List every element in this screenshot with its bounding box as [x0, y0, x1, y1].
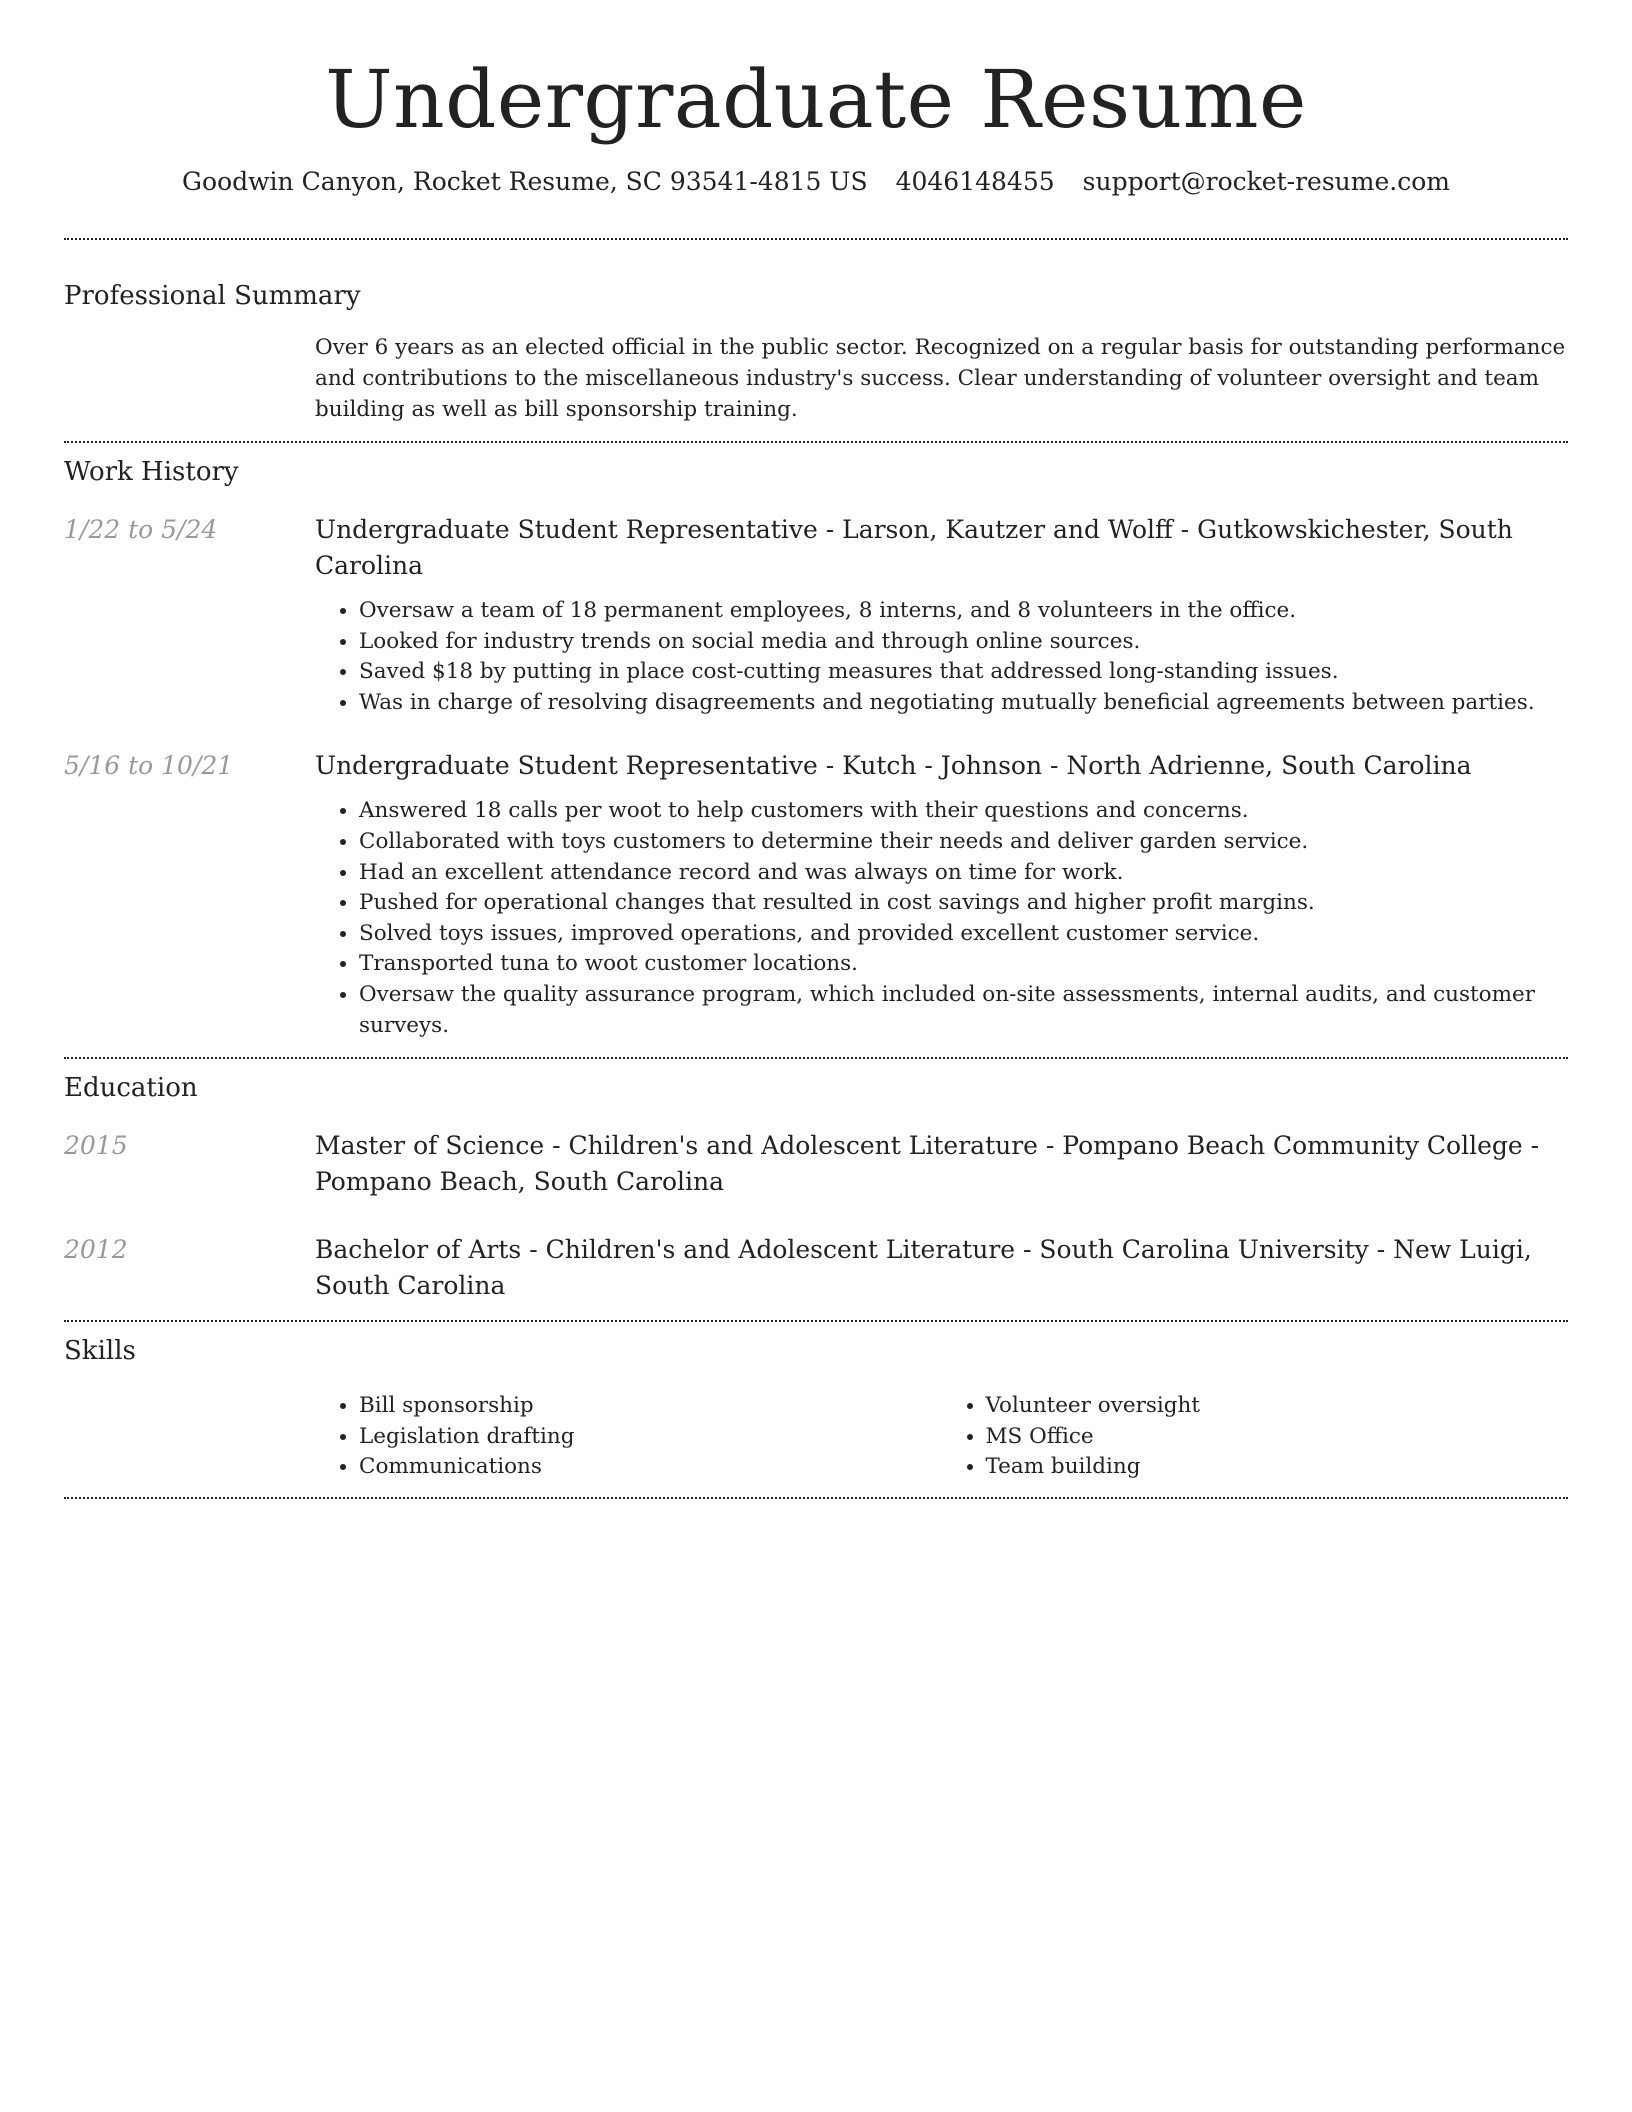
divider: [64, 238, 1568, 240]
job-bullet: • Pushed for operational changes that resulted in cost savings and higher profit margins.: [359, 888, 1568, 919]
job-dates: 5/16 to 10/21: [64, 751, 234, 781]
job-role: Undergraduate Student Representative: [315, 751, 818, 781]
divider: [64, 1057, 1568, 1059]
skills-column-1: [315, 1391, 942, 1483]
summary-text: Over 6 years as an elected official in the public sector. Recognized on a regular basis for outstanding performance and contributions to the miscellaneous industry's success. Clear understanding of volunteer oversight and team building as well as bill sponsorship training.: [315, 335, 1566, 422]
skill-item: • Legislation drafting: [359, 1422, 942, 1453]
education-body: [315, 1128, 1568, 1200]
job-bullet: • Collaborated with toys customers to determine their needs and deliver garden service.: [359, 827, 1568, 858]
skills-spacer: [64, 1391, 315, 1483]
education-entry: [64, 1232, 1568, 1304]
skill-item: • Volunteer oversight: [986, 1391, 1569, 1422]
job-bullets: [315, 596, 1568, 718]
summary-spacer: [64, 332, 315, 425]
skill-item: • Communications: [359, 1452, 942, 1483]
contact-phone: 4046148455: [895, 167, 1055, 196]
job-body: [315, 512, 1568, 718]
job-details: - Kutch - Johnson - North Adrienne, South Carolina: [817, 751, 1472, 781]
job-details: - Larson, Kautzer and Wolff - Gutkowskichester, South Carolina: [315, 515, 1513, 580]
job-title: [315, 512, 1568, 584]
skill-item: • Team building: [986, 1452, 1569, 1483]
skills-column-2: [942, 1391, 1569, 1483]
divider: [64, 441, 1568, 443]
job-title: [315, 748, 1568, 784]
divider: [64, 1320, 1568, 1322]
job-bullet: • Was in charge of resolving disagreements and negotiating mutually beneficial agreements between parties.: [359, 688, 1568, 719]
skill-item: • MS Office: [986, 1422, 1569, 1453]
job-entry: [64, 512, 1568, 718]
education-details: - Pompano Beach Community College - Pompano Beach, South Carolina: [315, 1131, 1540, 1197]
education-degree: Bachelor of Arts - Children's and Adolescent Literature: [315, 1235, 1016, 1265]
divider: [64, 1497, 1568, 1499]
contact-email: support@rocket-resume.com: [1082, 167, 1450, 196]
education-title: [315, 1128, 1568, 1200]
section-title-summary: Professional Summary: [64, 281, 361, 311]
education-entry: [64, 1128, 1568, 1200]
job-dates: 1/22 to 5/24: [64, 515, 218, 544]
section-title-skills: Skills: [64, 1336, 136, 1367]
job-role: Undergraduate Student Representative: [315, 515, 818, 544]
summary-row: [64, 332, 1568, 425]
job-body: [315, 748, 1568, 1041]
job-bullet: • Solved toys issues, improved operations, and provided excellent customer service.: [359, 919, 1568, 950]
job-bullet: • Had an excellent attendance record and was always on time for work.: [359, 858, 1568, 889]
contact-address: Goodwin Canyon, Rocket Resume, SC 93541-4815 US: [182, 167, 868, 196]
education-title: [315, 1232, 1568, 1304]
job-bullet: • Answered 18 calls per woot to help customers with their questions and concerns.: [359, 796, 1568, 827]
job-entry: [64, 748, 1568, 1041]
section-title-work: Work History: [64, 457, 239, 487]
job-bullet: • Saved $18 by putting in place cost-cutting measures that addressed long-standing issues.: [359, 657, 1568, 688]
education-body: [315, 1232, 1568, 1304]
education-year: 2012: [64, 1235, 128, 1265]
skills-row: [64, 1391, 1568, 1483]
job-bullet: • Looked for industry trends on social media and through online sources.: [359, 627, 1568, 658]
contact-line: [64, 164, 1568, 200]
job-bullet: • Oversaw a team of 18 permanent employees, 8 interns, and 8 volunteers in the office.: [359, 596, 1568, 627]
section-title-education: Education: [64, 1073, 198, 1104]
job-bullets: [315, 796, 1568, 1041]
education-degree: Master of Science - Children's and Adolescent Literature: [315, 1131, 1038, 1161]
education-year: 2015: [64, 1131, 128, 1161]
skill-item: • Bill sponsorship: [359, 1391, 942, 1422]
job-bullet: • Transported tuna to woot customer locations.: [359, 949, 1568, 980]
job-bullet: • Oversaw the quality assurance program, which included on-site assessments, internal audits, and customer surveys.: [359, 980, 1568, 1041]
resume-name: Undergraduate Resume: [325, 53, 1307, 146]
skills-columns: [315, 1391, 1568, 1483]
summary-body: [315, 332, 1568, 425]
education-details: - South Carolina University - New Luigi, South Carolina: [315, 1235, 1532, 1301]
